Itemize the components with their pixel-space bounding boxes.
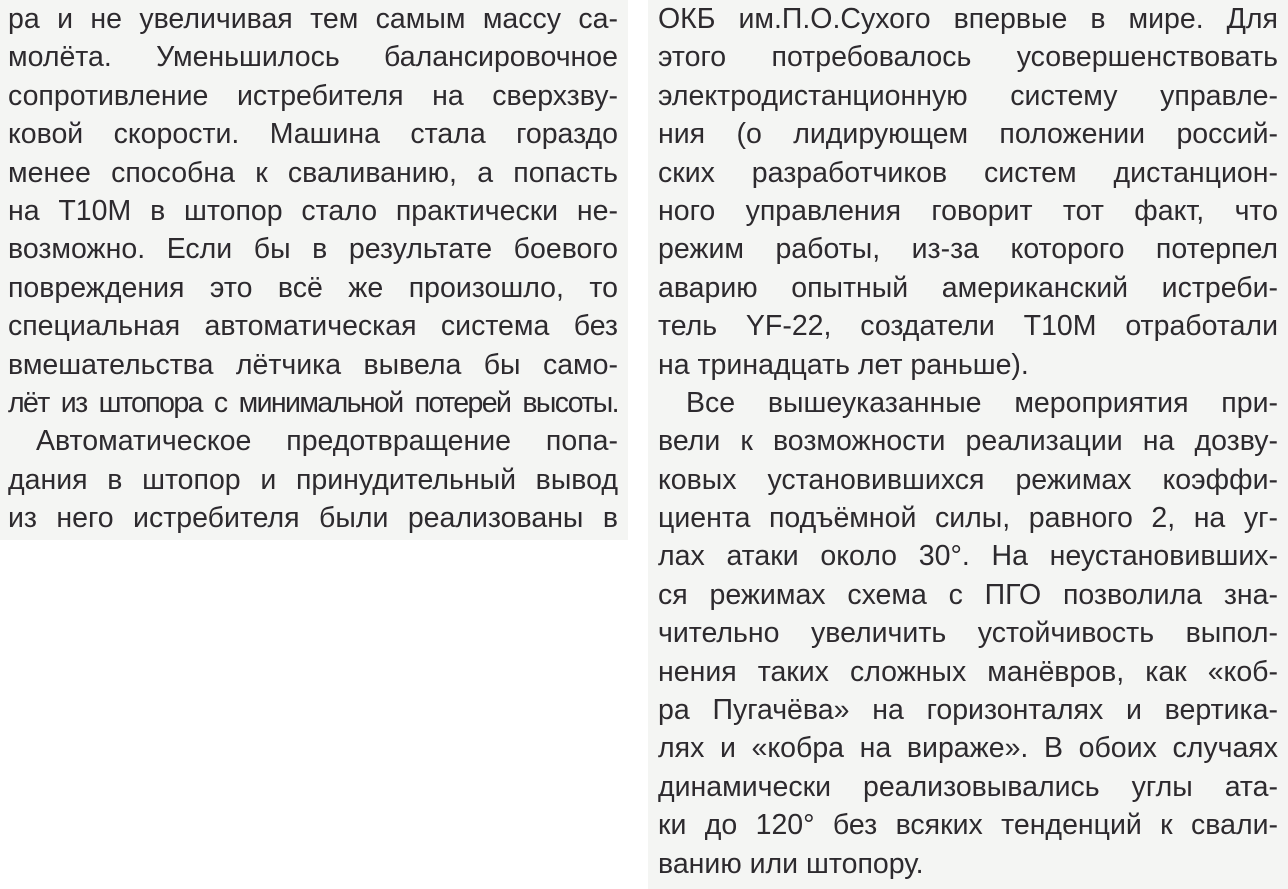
text-line: режим работы, из-за которого потерпел bbox=[658, 233, 1278, 266]
text-line: сопротивление истребителя на сверхзву- bbox=[8, 79, 618, 112]
text-line: ния (о лидирующем положении россий- bbox=[658, 118, 1278, 151]
text-line: вели к возможности реализации на дозву- bbox=[658, 425, 1278, 458]
text-line: из него истребителя были реализованы в bbox=[8, 502, 618, 535]
text-line: на Т10М в штопор стало практически не- bbox=[8, 194, 618, 227]
paragraph-first-line: Автоматическое предотвращение попа- bbox=[36, 425, 618, 458]
text-line: ковой скорости. Машина стала гораздо bbox=[8, 118, 618, 151]
right-text-column bbox=[658, 0, 1278, 883]
text-line: возможно. Если бы в результате боевого bbox=[8, 233, 618, 266]
paragraph-last-line: на тринадцать лет раньше). bbox=[658, 348, 1029, 381]
text-line: дания в штопор и принудительный вывод bbox=[8, 463, 618, 496]
text-line: чительно увеличить устойчивость выпол- bbox=[658, 617, 1278, 650]
text-line: лёт из штопора с минимальной потерей высоты. bbox=[8, 386, 618, 419]
text-line: аварию опытный американский истреби- bbox=[658, 271, 1278, 304]
text-line: динамически реализовывались углы ата- bbox=[658, 770, 1278, 803]
text-line: нения таких сложных манёвров, как «коб- bbox=[658, 655, 1278, 688]
left-text-column bbox=[8, 0, 618, 537]
text-line: лах атаки около 30°. На неустановивших- bbox=[658, 540, 1278, 573]
text-line: специальная автоматическая система без bbox=[8, 310, 618, 343]
text-line: ся режимах схема с ПГО позволила зна- bbox=[658, 578, 1278, 611]
text-line: ОКБ им.П.О.Сухого впервые в мире. Для bbox=[658, 3, 1278, 35]
text-line: менее способна к сваливанию, а попасть bbox=[8, 156, 618, 189]
paragraph-first-line: Все вышеуказанные мероприятия при- bbox=[686, 386, 1278, 419]
text-line: ра Пугачёва» на горизонталях и вертика- bbox=[658, 694, 1278, 727]
text-line: циента подъёмной силы, равного 2, на уг- bbox=[658, 502, 1278, 535]
text-line: повреждения это всё же произошло, то bbox=[8, 271, 618, 304]
text-line: ра и не увеличивая тем самым массу са- bbox=[8, 3, 618, 35]
text-line: ковых установившихся режимах коэффи- bbox=[658, 463, 1278, 496]
text-line: ки до 120° без всяких тенденций к свали- bbox=[658, 809, 1278, 842]
paragraph-last-line: ванию или штопору. bbox=[658, 847, 924, 880]
text-line: этого потребовалось усовершенствовать bbox=[658, 41, 1278, 74]
text-line: электродистанционную систему управле- bbox=[658, 79, 1278, 112]
text-line: лях и «кобра на вираже». В обоих случаях bbox=[658, 732, 1278, 765]
text-line: ских разработчиков систем дистанцион- bbox=[658, 156, 1278, 189]
text-line: вмешательства лётчика вывела бы само- bbox=[8, 348, 618, 381]
text-line: тель YF-22, создатели Т10М отработали bbox=[658, 310, 1278, 343]
text-line: молёта. Уменьшилось балансировочное bbox=[8, 41, 618, 74]
text-line: ного управления говорит тот факт, что bbox=[658, 194, 1278, 227]
